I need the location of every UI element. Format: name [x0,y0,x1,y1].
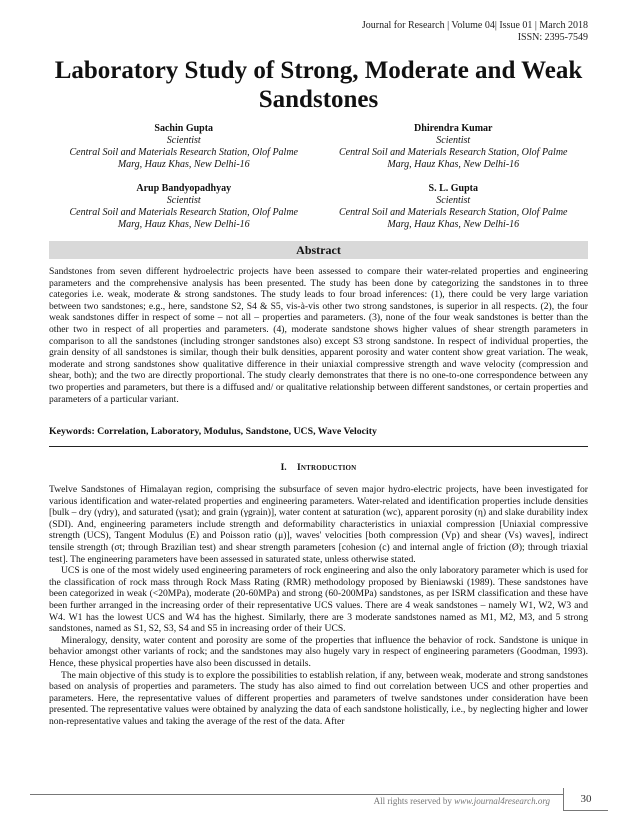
journal-website-link[interactable]: www.journal4research.org [454,796,550,806]
author-block [49,123,588,243]
section-number: I. [280,463,287,473]
author [319,183,589,231]
author-name: S. L. Gupta [428,183,478,194]
author-row [49,183,588,231]
author-role: Scientist [436,195,471,206]
author-affiliation: Marg, Hauz Khas, New Delhi-16 [387,219,520,230]
author-name: Sachin Gupta [154,123,214,134]
author-affiliation: Marg, Hauz Khas, New Delhi-16 [117,159,250,170]
rights-text: All rights reserved by [373,796,452,806]
author-affiliation: Central Soil and Materials Research Station, Olof Palme [69,207,298,218]
author [49,123,319,171]
paper-title: Laboratory Study of Strong, Moderate and Weak Sandstones [54,57,583,113]
author-affiliation: Marg, Hauz Khas, New Delhi-16 [387,159,520,170]
author-affiliation: Marg, Hauz Khas, New Delhi-16 [117,219,250,230]
abstract-text: Sandstones from seven different hydroelectric projects have been assessed to compare their water-related properties and engineering parameters and the comprehensive analysis has been presented. The study has been done by categorizing the sandstones in to three categories i.e. weak, moderate & strong sandstones. The study leads to four broad inferences: (1), there could be very large variation between two sandstones; e.g., here, sandstone S2, S4 & S5, vis-à-vis other two strong sandstones, is superior in all respects. (2), the four weak sandstones differ in respect of some – not all – properties and parameters. (3), none of the four weak sandstones is better than the other two in respect of all properties and parameters. (4), moderate sandstone shows higher values of shear strength parameters in comparison to all the sandstones (including stronger sandstones also) except S3 strong sandstone. In respect of individual properties, the grain density of all sandstones is similar, though their bulk densities, apparent porosity and water content show great variation. The weak, moderate and strong sandstones show qualitative difference in their uniaxial compressive strength and wave velocity (compression and shear, both); and the two are directly proportional. The study clearly demonstrates that there is no one-to-one correspondence between any two properties and parameters, but there is a diffused and/ or qualitative relationship between different sandstones, or certain properties and parameters of a particular variant. [49,266,588,405]
keywords: Keywords: Correlation, Laboratory, Modulus, Sandstone, UCS, Wave Velocity [49,426,377,437]
paragraph: Twelve Sandstones of Himalayan region, comprising the subsurface of seven major hydro-electric projects, have been investigated for various identification and water-related properties and engineering parameters. Water-related and identification properties include densities [bulk – dry (γdry), and saturated (γsat); and grain (γgrain)], water content at saturation (wc), apparent porosity (η) and slake durability index (SDI). And, engineering parameters include strength and deformability characteristics in uniaxial compression [Uniaxial compressive strength (UCS), Tangent Modulus (E) and Poisson ratio (μ)], waves' velocities [both compression (Vp) and shear (Vs) waves], indirect tensile strength (σt; through Brazilian test) and shear strength parameters [cohesion (c) and internal angle of friction (Ø); through triaxial test]. The engineering parameters have been assessed in saturated state, unless otherwise stated. [49,484,588,565]
introduction-body [49,484,588,727]
author-row [49,123,588,171]
author-affiliation: Central Soil and Materials Research Station, Olof Palme [69,147,298,158]
author [49,183,319,231]
author-role: Scientist [166,135,201,146]
page-number: 30 [563,788,608,811]
author-affiliation: Central Soil and Materials Research Station, Olof Palme [339,207,568,218]
author-affiliation: Central Soil and Materials Research Station, Olof Palme [339,147,568,158]
footer-rule [30,794,608,795]
author [319,123,589,171]
author-name: Dhirendra Kumar [414,123,493,134]
author-role: Scientist [166,195,201,206]
issn: ISSN: 2395-7549 [517,32,588,43]
paragraph: Mineralogy, density, water content and porosity are some of the properties that influence the behavior of rock. Sandstone is unique in behavior amongst other variants of rock; and the sandstones may also hugely vary in respect of engineering parameters (Goodman, 1993). Hence, these physical properties have also been discussed in details. [49,634,588,669]
author-role: Scientist [436,135,471,146]
section-title: Introduction [297,463,357,473]
footer-rights [374,796,550,806]
paragraph: UCS is one of the most widely used engineering parameters of rock engineering and also the only laboratory parameter which is used for the classification of rock mass through Rock Mass Rating (RMR) methodology proposed by Bieniawski (1989). These sandstones have been categorized in weak (<20MPa), moderate (20-60MPa) and strong (60-200MPa) sandstones, as per ISRM classification and these have been further arranged in the increasing order of their representative UCS values. There are 4 weak sandstones – namely W1, W2, W3 and W4. W1 has the lowest UCS and W4 has the highest. Similarly, there are 3 moderate sandstones named as M1, M2, M3, and 5 strong sandstones, named as S1, S2, S3, S4 and S5 in increasing order of their UCS. [49,565,588,635]
abstract-heading: Abstract [49,241,588,259]
paragraph: The main objective of this study is to explore the possibilities to establish relation, if any, between weak, moderate and strong sandstones based on analysis of properties and parameters. The study has also aimed to find out correlation between UCS and other properties and parameters. Here, the representative values of different properties and parameters of twelve sandstones under consideration have been presented. The representative values were obtained by analyzing the data of each sandstone holistically, i.e., by neglecting higher and lower non-representative values and taking the average of the rest of the data. After [49,669,588,727]
journal-info: Journal for Research | Volume 04| Issue 01 | March 2018 [361,20,588,31]
author-name: Arup Bandyopadhyay [136,183,232,194]
section-divider [49,446,588,447]
journal-header [362,20,588,44]
section-heading [49,462,588,474]
